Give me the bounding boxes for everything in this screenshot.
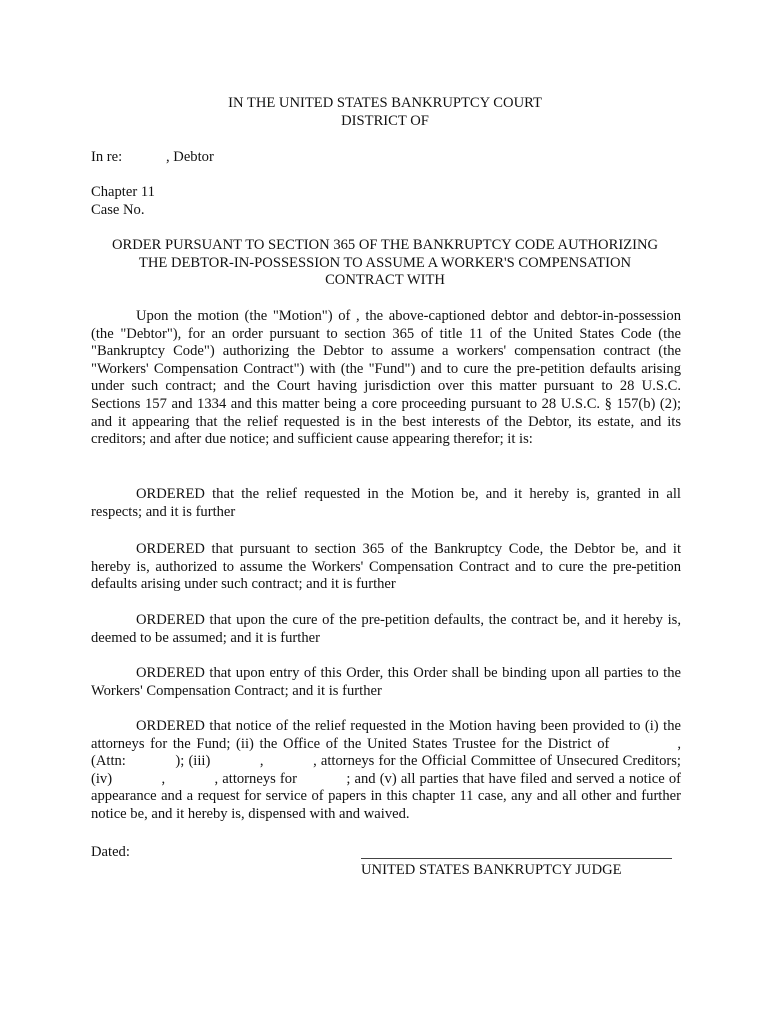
case-number-caption: Case No. (91, 202, 145, 218)
ordered-text-3: ORDERED that upon the cure of the pre-petition defaults, the contract be, and it hereby is, deemed to be assumed; and it is further (91, 612, 681, 646)
ordered-paragraph-3 (91, 612, 681, 647)
ordered-paragraph-5 (91, 718, 725, 824)
order-title-line-2: THE DEBTOR-IN-POSSESSION TO ASSUME A WORKER'S COMPENSATION (138, 255, 632, 271)
ordered-text-5: ORDERED that notice of the relief requested in the Motion having been provided to (i) the attorneys for the Fund; (ii) the Office of the United States Trustee for the District of , (Attn: ); (iii) , , attorneys for the Official Committee of Unsecured Creditors; (iv) , , attorneys for ; and (v) all parties that have filed and served a notice of appearance and a request for service of papers in this chapter 11 case, any and all other and further notice be, and it hereby is, dispensed with and waived. (91, 718, 725, 822)
order-title-line-1: ORDER PURSUANT TO SECTION 365 OF THE BANKRUPTCY CODE AUTHORIZING (111, 237, 659, 253)
ordered-text-1: ORDERED that the relief requested in the Motion be, and it hereby is, granted in all respects; and it is further (91, 486, 681, 520)
signature-line (361, 858, 672, 859)
chapter-caption: Chapter 11 (91, 184, 155, 200)
court-district: DISTRICT OF (341, 113, 429, 129)
recital-paragraph (91, 308, 681, 449)
dated-label: Dated: (91, 844, 130, 860)
ordered-paragraph-2 (91, 541, 681, 594)
recital-text: Upon the motion (the "Motion") of , the above-captioned debtor and debtor-in-possession (the "Debtor"), for an order pursuant to section 365 of title 11 of the United States Code (the "Bankruptcy Code") authorizing the Debtor to assume a workers' compensation contract (the "Workers' Compensation Contract") with (the "Fund") and to cure the pre-petition defaults arising under such contract; and the Court having jurisdiction over this matter pursuant to 28 U.S.C. Sections 157 and 1334 and this matter being a core proceeding pursuant to 28 U.S.C. § 157(b) (2); and it appearing that the relief requested is in the best interests of the Debtor, its estate, and its creditors; and after due notice; and sufficient cause appearing therefor; it is: (91, 308, 681, 448)
order-title-line-3: CONTRACT WITH (325, 272, 445, 288)
in-re-caption: In re: , Debtor (91, 149, 214, 165)
ordered-text-2: ORDERED that pursuant to section 365 of the Bankruptcy Code, the Debtor be, and it hereby is, authorized to assume the Workers' Compensation Contract and to cure the pre-petition defaults arising under such contract; and it is further (91, 541, 681, 593)
ordered-paragraph-4 (91, 665, 681, 700)
ordered-paragraph-1 (91, 486, 681, 521)
court-name: IN THE UNITED STATES BANKRUPTCY COURT (228, 95, 542, 111)
judge-signature-label: UNITED STATES BANKRUPTCY JUDGE (361, 862, 622, 878)
ordered-text-4: ORDERED that upon entry of this Order, this Order shall be binding upon all parties to the Workers' Compensation Contract; and it is further (91, 665, 681, 699)
